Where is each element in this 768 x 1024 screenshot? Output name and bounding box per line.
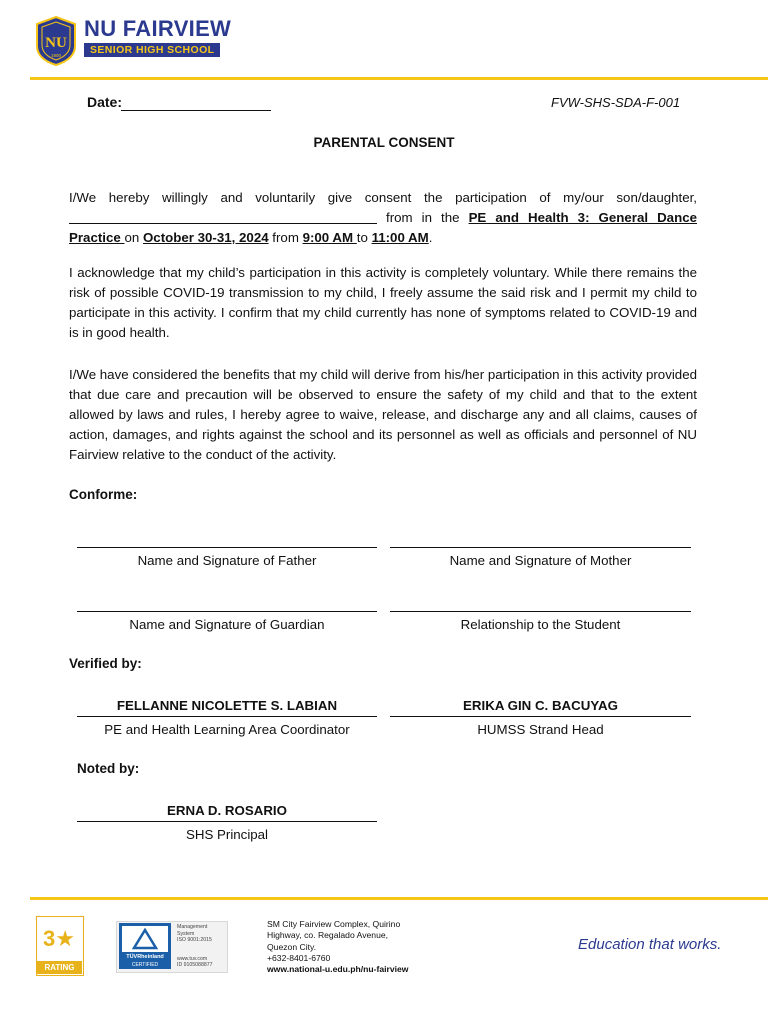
- verified-by-label: Verified by:: [69, 656, 142, 671]
- coordinator-signature-line: [77, 716, 377, 717]
- tuv-brand: TÜVRheinland: [126, 954, 164, 960]
- father-signature-caption: Name and Signature of Father: [137, 553, 317, 568]
- consent-on: on: [124, 230, 143, 245]
- tuv-info: Management System ISO 9001:2015 www.tuv.com ID 9105088877: [177, 924, 213, 968]
- phone-number: +632-8401-6760: [267, 952, 331, 963]
- relationship-line: [390, 611, 691, 612]
- conforme-label: Conforme:: [69, 487, 138, 502]
- date-label: Date:: [87, 94, 123, 110]
- principal-role: SHS Principal: [185, 827, 269, 842]
- student-name-blank: [69, 209, 377, 224]
- end-time: 11:00 AM: [371, 230, 429, 245]
- activity-name: PE and Health 3: General Dance Practice: [69, 210, 697, 245]
- form-code: FVW-SHS-SDA-F-001: [551, 95, 681, 110]
- seal-monogram: NU: [45, 35, 67, 51]
- guardian-signature-caption: Name and Signature of Guardian: [129, 617, 325, 632]
- rating-label: RATING: [37, 961, 82, 974]
- mother-signature-caption: Name and Signature of Mother: [449, 553, 632, 568]
- activity-date: October 30-31, 2024: [142, 230, 269, 245]
- strand-head-signature-line: [390, 716, 691, 717]
- footer-divider: [30, 897, 768, 900]
- consent-paragraph: [69, 188, 697, 248]
- website-link[interactable]: www.national-u.edu.ph/nu-fairview: [267, 964, 409, 975]
- noted-by-label: Noted by:: [77, 761, 140, 776]
- principal-signature-line: [77, 821, 377, 822]
- guardian-signature-line: [77, 611, 377, 612]
- school-address: SM City Fairview Complex, Quirino Highway, co. Regalado Avenue, Quezon City. +632-8401-6760 www.national-u.edu.ph/nu-fairview: [267, 919, 447, 975]
- mother-signature-line: [390, 547, 691, 548]
- brand-subtitle: SENIOR HIGH SCHOOL: [84, 43, 220, 57]
- consent-intro: I/We hereby willingly and voluntarily give consent the participation of my/our son/daughter,: [69, 190, 697, 205]
- rating-star-icon: 3★: [43, 926, 75, 951]
- document-title: PARENTAL CONSENT: [313, 135, 455, 150]
- waiver-paragraph: I/We have considered the benefits that my child will derive from his/her participation in this activity provided that due care and precaution will be observed to ensure the safety of my child and that to the extent allowed by laws and rules, I hereby agree to waive, release, and discharge any and all claims, causes of action, damages, and rights against the school and its personnel as well as officials and personnel of NU Fairview relative to the conduct of the activity.: [69, 367, 697, 462]
- strand-head-name: ERIKA GIN C. BACUYAG: [463, 698, 618, 713]
- school-seal-logo: [34, 16, 78, 66]
- acknowledgement-paragraph: I acknowledge that my child’s participation in this activity is completely voluntary. While there remains the risk of possible COVID-19 transmission to my child, I freely assume the said risk and I permit my child to participate in this activity. I confirm that my child currently has none of symptoms related to COVID-19 and is in good health.: [69, 265, 697, 340]
- start-time: 9:00 AM: [302, 230, 357, 245]
- brand-name: NU FAIRVIEW: [84, 16, 232, 41]
- consent-from-time: from: [268, 230, 303, 245]
- seal-year: 1900: [50, 53, 62, 58]
- period: .: [428, 230, 433, 245]
- date-blank-line: [121, 110, 271, 111]
- principal-name: ERNA D. ROSARIO: [167, 803, 287, 818]
- father-signature-line: [77, 547, 377, 548]
- coordinator-name: FELLANNE NICOLETTE S. LABIAN: [116, 698, 338, 713]
- header-divider: [30, 77, 768, 80]
- strand-head-role: HUMSS Strand Head: [477, 722, 604, 737]
- consent-to: to: [356, 230, 372, 245]
- tagline: Education that works.: [578, 936, 722, 953]
- consent-from: from in the: [377, 210, 469, 225]
- relationship-caption: Relationship to the Student: [460, 617, 621, 632]
- tuv-certified-label: CERTIFIED: [131, 962, 159, 968]
- coordinator-role: PE and Health Learning Area Coordinator: [104, 722, 350, 737]
